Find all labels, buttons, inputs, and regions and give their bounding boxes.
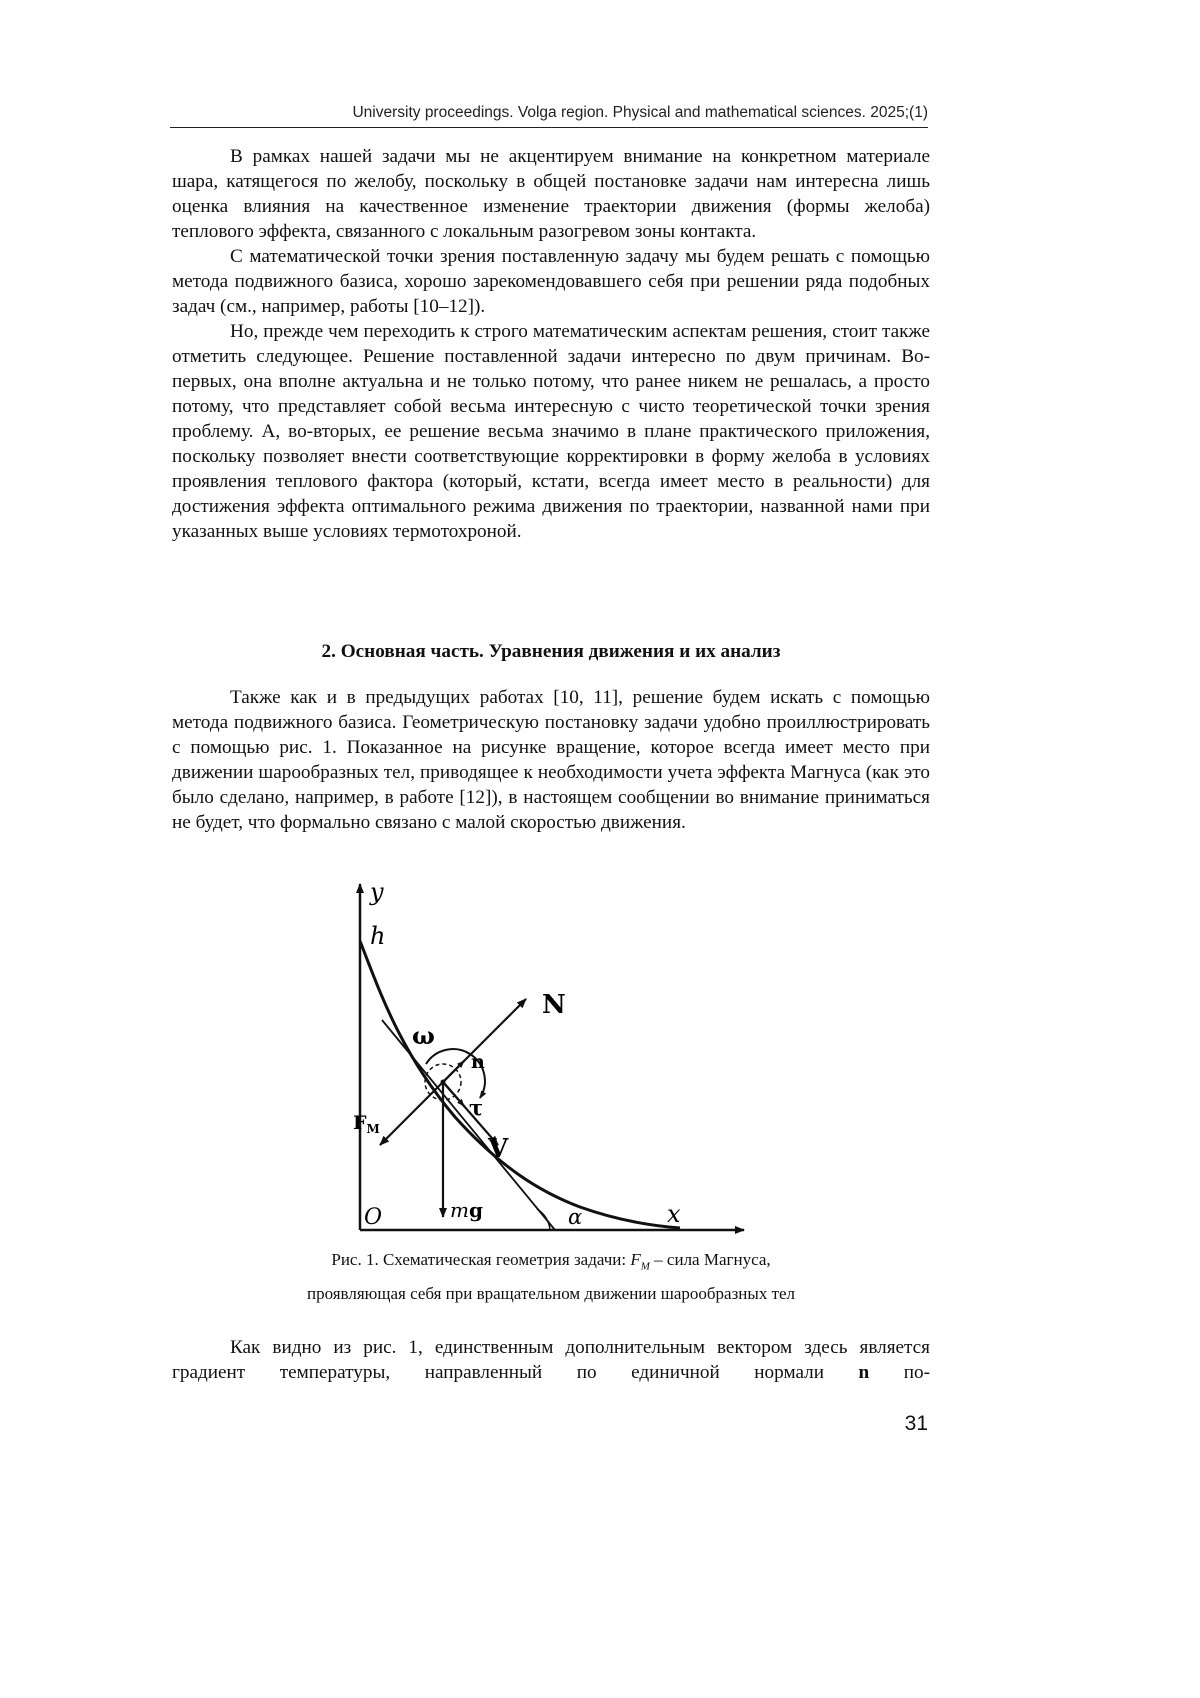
trough-curve [360,941,680,1228]
figure-1 [340,872,760,1242]
label-omega: ω [412,1021,435,1050]
paragraph-gradient [172,1335,930,1385]
label-F: F [353,1112,367,1134]
label-x-axis: x [667,1200,681,1228]
paragraph-gradient-tail: по- [869,1362,930,1383]
caption-suffix: – сила Магнуса, [649,1250,771,1269]
paragraph-method: С математической точки зрения поставленную задачу мы будем решать с помощью метода подвижного базиса, хорошо зарекомендовавшего себя при решении ряда подобных задач (см., например, работы [10–12]). [172,246,930,317]
running-head: University proceedings. Volga region. Physical and mathematical sciences. 2025;(1) [352,104,928,121]
caption-line-2: проявляющая себя при вращательном движении шарообразных тел [306,1284,796,1304]
caption-F-symbol: F [630,1250,641,1269]
label-V: V [488,1134,509,1164]
page-number: 31 [904,1412,928,1435]
label-origin: O [364,1205,383,1230]
label-N: N [542,990,566,1020]
text-block-bottom [172,1335,930,1385]
paragraph-material: В рамках нашей задачи мы не акцентируем внимание на конкретном материале шара, катящегося по желобу, поскольку в общей постановке задачи нам интересна лишь оценка влияния на качественное изменение траектории движения (формы желоба) теплового эффекта, связанного с локальным разогревом зоны контакта. [172,146,930,242]
caption-prefix: Рис. 1. Схематическая геометрия задачи: [331,1250,631,1269]
label-y-axis: y [370,878,384,906]
paragraph-gradient-n: n [858,1362,870,1383]
alpha-arc [537,1209,550,1230]
paragraph-gradient-text: Как видно из рис. 1, единственным дополнительным вектором здесь является градиент температуры, направленный по единичной нормали [172,1337,930,1383]
label-F-M [353,1112,380,1136]
label-tau: τ [469,1095,484,1120]
paragraph-geometry: Также как и в предыдущих работах [10, 11], решение будем искать с помощью метода подвижного базиса. Геометрическую постановку задачи удобно проиллюстрировать с помощью рис. 1. Показанное на рисунке вращение, которое всегда имеет место при движении шарообразных тел, приводящее к необходимости учета эффекта Магнуса (как это было сделано, например, в работе [12]), в настоящем сообщении во внимание приниматься не будет, что формально связано с малой скоростью движения. [172,687,930,833]
label-mg-g: g [468,1198,483,1222]
label-h: h [370,922,386,950]
label-n: n [471,1051,485,1073]
label-mg-m: m [450,1198,469,1222]
paragraph-motivation: Но, прежде чем переходить к строго математическим аспектам решения, стоит также отметить следующее. Решение поставленной задачи интересно по двум причинам. Во-первых, она вполне актуальна и не только потому, что ранее никем не решалась, а просто потому, что представляет собой весьма интересную с чисто теоретической точки зрения проблему. А, во-вторых, ее решение весьма значимо в плане практического приложения, поскольку позволяет внести соответствующие корректировки в форму желоба в условиях проявления теплового фактора (который, кстати, всегда имеет место в реальности) для достижения эффекта оптимального режима движения по траектории, названной нами при указанных выше условиях термотохроной. [172,321,930,542]
caption-line-1 [172,1246,930,1280]
figure-caption [172,1246,930,1308]
header-rule [170,127,928,128]
text-block-section [172,685,930,835]
figure-1-diagram [340,872,760,1242]
label-alpha: α [568,1205,583,1229]
label-F-sub: M [366,1122,380,1136]
section-heading: 2. Основная часть. Уравнения движения и их анализ [321,641,781,662]
label-mg [450,1198,483,1222]
magnus-force-arrow [380,1082,443,1145]
caption-F-sub: M [640,1260,650,1273]
text-block-intro [172,144,930,544]
